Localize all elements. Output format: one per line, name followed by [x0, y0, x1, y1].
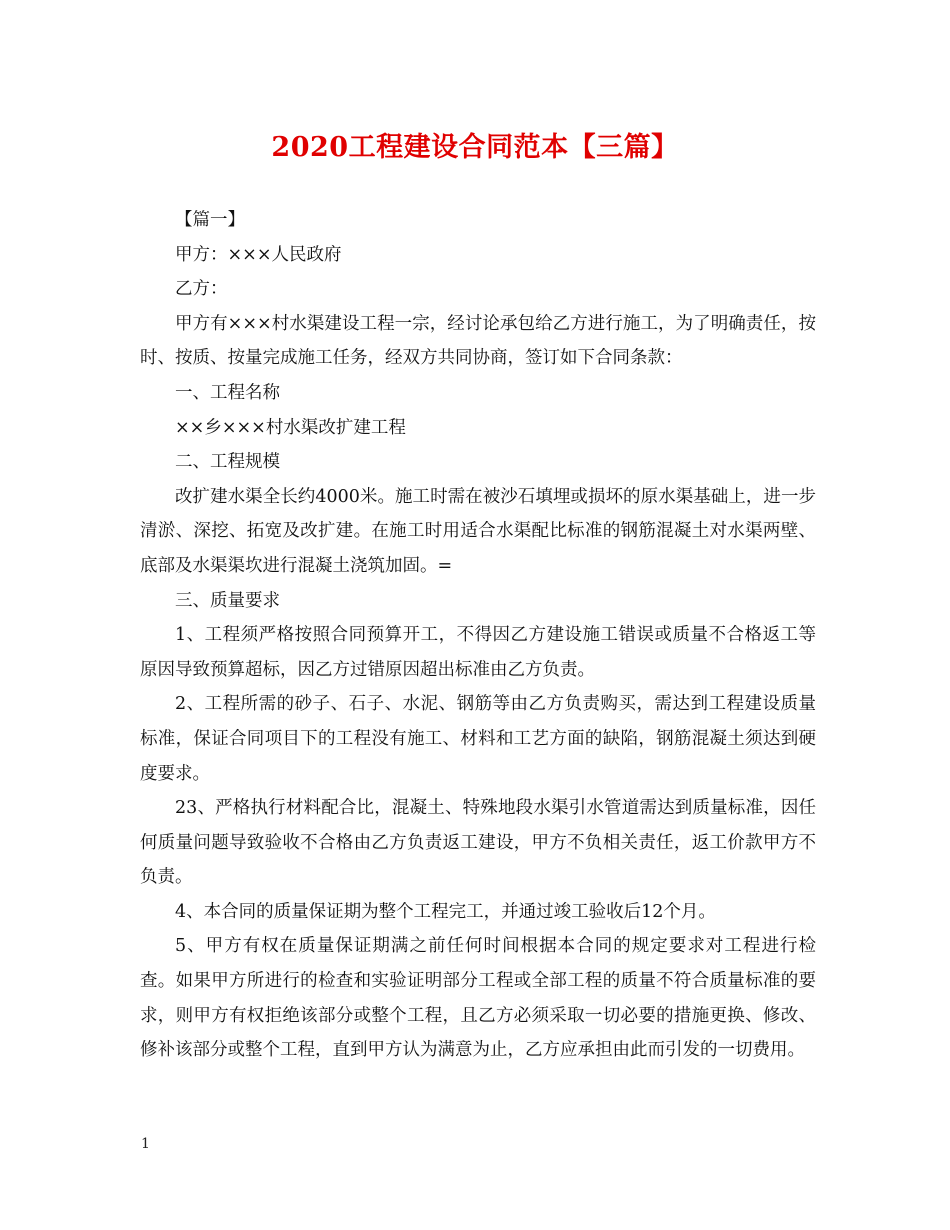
quality-clause-4: 4、本合同的质量保证期为整个工程完工，并通过竣工验收后12个月。 [175, 901, 716, 922]
section-heading-project-name: 一、工程名称 [175, 382, 280, 403]
section-heading-part-one: 【篇一】 [175, 210, 245, 230]
document-body [140, 203, 816, 1068]
party-b-line: 乙方： [175, 279, 228, 300]
quality-clause-1: 1、工程须严格按照合同预算开工，不得因乙方建设施工错误或质量不合格返工等原因导致预算超标，因乙方过错原因超出标准由乙方负责。 [140, 625, 816, 680]
section-heading-project-scale: 二、工程规模 [175, 452, 280, 473]
page-number: 1 [141, 1136, 150, 1152]
project-scale-paragraph: 改扩建水渠全长约4000米。施工时需在被沙石填埋或损坏的原水渠基础上，进一步清淤、深挖、拓宽及改扩建。在施工时用适合水渠配比标准的钢筋混凝土对水渠两壁、底部及水渠渠坎进行混凝土浇筑加固。= [140, 486, 816, 576]
quality-clause-2: 2、工程所需的砂子、石子、水泥、钢筋等由乙方负责购买，需达到工程建设质量标准，保证合同项目下的工程没有施工、材料和工艺方面的缺陷，钢筋混凝土须达到硬度要求。 [140, 694, 816, 784]
section-heading-quality-requirements: 三、质量要求 [175, 590, 280, 611]
document-title: 2020工程建设合同范本【三篇】 [271, 132, 679, 163]
quality-clause-5: 5、甲方有权在质量保证期满之前任何时间根据本合同的规定要求对工程进行检查。如果甲方所进行的检查和实验证明部分工程或全部工程的质量不符合质量标准的要求，则甲方有权拒绝该部分或整个工程，且乙方必须采取一切必要的措施更换、修改、修补该部分或整个工程，直到甲方认为满意为止，乙方应承担由此而引发的一切费用。 [140, 936, 816, 1061]
intro-paragraph: 甲方有×××村水渠建设工程一宗，经讨论承包给乙方进行施工，为了明确责任，按时、按质、按量完成施工任务，经双方共同协商，签订如下合同条款： [140, 313, 816, 369]
quality-clause-3: 23、严格执行材料配合比，混凝土、特殊地段水渠引水管道需达到质量标准，因任何质量问题导致验收不合格由乙方负责返工建设，甲方不负相关责任，返工价款甲方不负责。 [140, 798, 816, 888]
party-a-line: 甲方：×××人民政府 [175, 244, 342, 265]
project-name-text: ××乡×××村水渠改扩建工程 [175, 417, 406, 438]
